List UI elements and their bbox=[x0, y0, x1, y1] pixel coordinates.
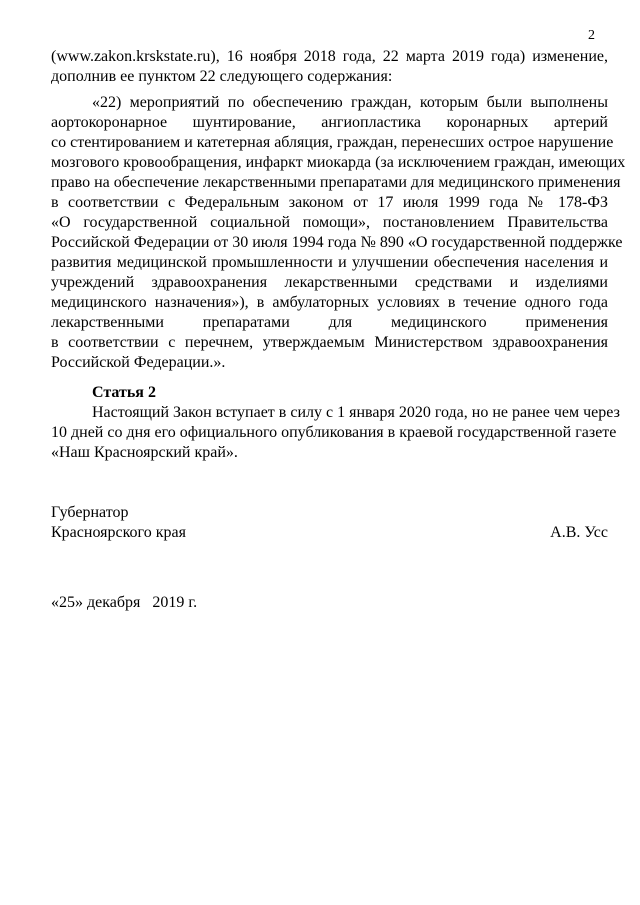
text-line: аортокоронарное шунтирование, ангиопластика коронарных артерий bbox=[51, 114, 608, 131]
signatory-title: Губернатор bbox=[51, 504, 129, 521]
text-line: в соответствии с Федеральным законом от 17 июля 1999 года № 178-ФЗ bbox=[51, 194, 608, 211]
text-line: 10 дней со дня его официального опубликования в краевой государственной газете bbox=[51, 424, 617, 441]
text-line: учреждений здравоохранения лекарственными средствами и изделиями bbox=[51, 274, 608, 291]
text-line: право на обеспечение лекарственными препаратами для медицинского применения bbox=[51, 174, 621, 191]
text-line: Настоящий Закон вступает в силу с 1 января 2020 года, но не ранее чем через bbox=[92, 404, 620, 421]
text-line: медицинского назначения»), в амбулаторных условиях в течение одного года bbox=[51, 294, 608, 311]
text-line: «22) мероприятий по обеспечению граждан, которым были выполнены bbox=[92, 94, 608, 111]
text-line: «Наш Красноярский край». bbox=[51, 444, 238, 461]
text-line: дополнив ее пунктом 22 следующего содержания: bbox=[51, 68, 393, 85]
article-heading: Статья 2 bbox=[92, 384, 156, 401]
text-line: Российской Федерации от 30 июля 1994 года № 890 «О государственной поддержке bbox=[51, 234, 623, 251]
page-number: 2 bbox=[588, 28, 595, 43]
text-line: (www.zakon.krskstate.ru), 16 ноября 2018 года, 22 марта 2019 года) изменение, bbox=[51, 48, 608, 65]
text-line: «О государственной социальной помощи», постановлением Правительства bbox=[51, 214, 608, 231]
signatory-name: А.В. Усс bbox=[550, 524, 608, 541]
signatory-region: Красноярского края bbox=[51, 524, 186, 541]
text-line: со стентированием и катетерная абляция, граждан, перенесших острое нарушение bbox=[51, 134, 614, 151]
text-line: в соответствии с перечнем, утверждаемым Министерством здравоохранения bbox=[51, 334, 608, 351]
text-line: мозгового кровообращения, инфаркт миокарда (за исключением граждан, имеющих bbox=[51, 154, 626, 171]
text-line: лекарственными препаратами для медицинского применения bbox=[51, 314, 608, 331]
text-line: Российской Федерации.». bbox=[51, 354, 226, 371]
signing-date: «25» декабря 2019 г. bbox=[51, 594, 198, 611]
text-line: развития медицинской промышленности и улучшении обеспечения населения и bbox=[51, 254, 608, 271]
